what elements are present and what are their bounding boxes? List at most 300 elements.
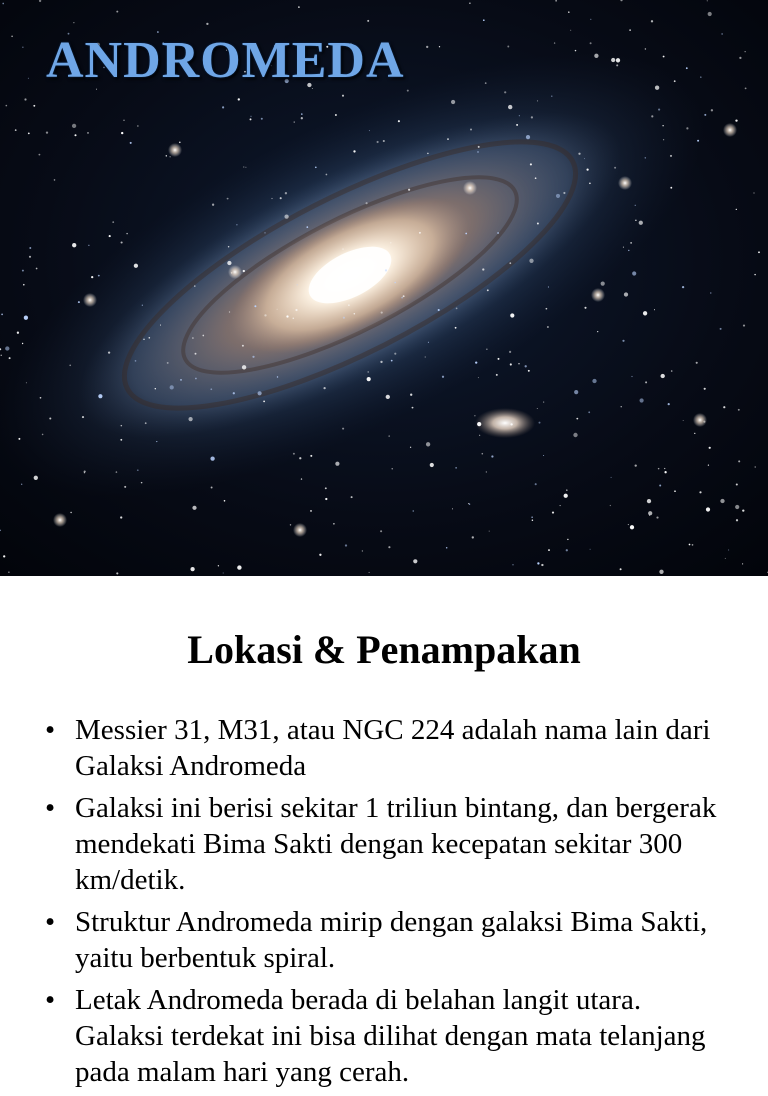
star [310, 510, 312, 512]
star [479, 435, 480, 436]
star [98, 394, 102, 398]
star [628, 250, 629, 251]
star [671, 370, 673, 372]
star [547, 326, 549, 328]
star [537, 223, 539, 225]
star [169, 156, 170, 157]
star [546, 308, 548, 310]
star [342, 95, 344, 97]
star [478, 146, 480, 148]
star [670, 187, 672, 189]
star [5, 346, 9, 350]
star [252, 356, 254, 358]
star [477, 422, 481, 426]
star [560, 505, 561, 506]
star [725, 558, 726, 559]
star [541, 564, 543, 566]
star [590, 19, 591, 20]
bright-star [293, 523, 307, 537]
star [22, 343, 23, 344]
star [123, 120, 124, 121]
star [489, 531, 490, 532]
star [584, 158, 585, 159]
star [109, 235, 111, 237]
star [610, 505, 611, 506]
star [426, 442, 430, 446]
star [742, 509, 744, 511]
star [368, 253, 370, 255]
slide-title: ANDROMEDA [46, 32, 405, 89]
bullet-text: Messier 31, M31, atau NGC 224 adalah nama lain dari Galaksi Andromeda [75, 714, 711, 782]
star [24, 316, 28, 320]
star [88, 245, 89, 246]
star [567, 539, 568, 540]
star [697, 140, 699, 142]
star [243, 270, 245, 272]
star [167, 362, 169, 364]
star [699, 491, 701, 493]
star [166, 155, 167, 156]
star [438, 309, 440, 311]
star [590, 42, 592, 44]
star [54, 179, 56, 181]
bullet-text: Galaksi ini berisi sekitar 1 triliun bintang, dan bergerak mendekati Bima Sakti dengan kecepatan sekitar 300 km/detik. [75, 792, 717, 896]
star [155, 388, 156, 389]
star [8, 572, 9, 573]
star [124, 486, 126, 488]
star [682, 286, 684, 288]
star [451, 100, 455, 104]
star [616, 64, 618, 66]
star [512, 564, 513, 565]
star [647, 499, 651, 503]
star [645, 48, 646, 49]
star [21, 484, 22, 485]
star [211, 487, 213, 489]
star [121, 425, 123, 427]
star [141, 482, 143, 484]
star [592, 379, 596, 383]
bright-star [53, 513, 67, 527]
star [491, 455, 493, 457]
star [335, 462, 339, 466]
star [478, 377, 479, 378]
star [254, 305, 256, 307]
star [510, 313, 514, 317]
star [42, 434, 44, 436]
star [578, 153, 580, 155]
star [674, 490, 676, 492]
star [49, 417, 51, 419]
star [611, 58, 615, 62]
star [694, 433, 695, 434]
star [301, 478, 302, 479]
star [46, 131, 48, 133]
star [383, 140, 385, 142]
star [238, 98, 240, 100]
star [723, 406, 725, 408]
star [156, 441, 157, 442]
star [130, 142, 132, 144]
star [143, 339, 144, 340]
star [452, 508, 453, 509]
star [212, 204, 214, 206]
star [721, 33, 722, 34]
star [410, 447, 411, 448]
star [69, 364, 71, 366]
star [11, 35, 13, 37]
star [195, 353, 197, 355]
star [87, 132, 89, 134]
star [439, 46, 440, 47]
star [525, 365, 527, 367]
star [601, 282, 605, 286]
star [664, 468, 665, 469]
star [643, 311, 647, 315]
star [70, 512, 71, 513]
star [465, 233, 467, 235]
star [23, 284, 25, 286]
star [299, 457, 301, 459]
star [552, 512, 554, 514]
star [22, 270, 24, 272]
star [145, 422, 147, 424]
star [342, 428, 344, 430]
star [590, 549, 591, 550]
star [233, 392, 235, 394]
star [33, 105, 35, 107]
star [551, 96, 552, 97]
star [306, 226, 308, 228]
star [656, 517, 658, 519]
star [29, 256, 31, 258]
star [663, 56, 665, 58]
star [611, 477, 612, 478]
star [683, 420, 684, 421]
star [326, 174, 328, 176]
star [323, 297, 324, 298]
star [137, 125, 138, 126]
star [496, 374, 498, 376]
star [554, 42, 555, 43]
star [720, 328, 722, 330]
star [72, 243, 76, 247]
star [222, 106, 224, 108]
star [335, 114, 337, 116]
star [206, 23, 208, 25]
star [668, 403, 670, 405]
star [366, 202, 368, 204]
star [430, 463, 434, 467]
star [236, 224, 237, 225]
star [659, 485, 661, 487]
star [380, 530, 382, 532]
star [472, 536, 474, 538]
star [91, 276, 93, 278]
star [594, 54, 598, 58]
star [504, 91, 506, 93]
star [629, 29, 631, 31]
star [40, 397, 42, 399]
star [589, 182, 591, 184]
star [26, 382, 27, 383]
star [192, 337, 194, 339]
star [758, 251, 760, 253]
bullet-list [0, 712, 768, 1096]
star [188, 417, 192, 421]
star [526, 135, 530, 139]
star [535, 483, 537, 485]
star [708, 465, 709, 466]
star [280, 197, 282, 199]
list-item [0, 712, 768, 784]
star [391, 360, 393, 362]
star [651, 20, 653, 22]
star [180, 379, 182, 381]
star [664, 471, 666, 473]
star [736, 483, 738, 485]
star [17, 332, 19, 334]
star [709, 447, 711, 449]
star [486, 349, 487, 350]
star [3, 555, 5, 557]
star [711, 109, 713, 111]
star [614, 167, 616, 169]
star [142, 305, 143, 306]
star [419, 232, 421, 234]
star [754, 274, 755, 275]
star [312, 285, 314, 287]
star [425, 356, 426, 357]
star [662, 125, 663, 126]
star [658, 468, 660, 470]
star [507, 46, 509, 48]
star [742, 563, 743, 564]
star [519, 115, 520, 116]
star [426, 46, 428, 48]
star [229, 311, 230, 312]
star [651, 115, 653, 117]
star [264, 314, 266, 316]
star [597, 331, 598, 332]
star [348, 304, 349, 305]
star [224, 500, 226, 502]
star [566, 489, 568, 491]
star [446, 547, 448, 549]
star [394, 282, 396, 284]
star [530, 163, 532, 165]
star [410, 394, 412, 396]
list-item [0, 904, 768, 976]
star [22, 47, 23, 48]
bullet-text: Struktur Andromeda mirip dengan galaksi Bima Sakti, yaitu berbentuk spiral. [75, 906, 708, 974]
star [277, 376, 278, 377]
star [380, 361, 382, 363]
star [98, 275, 100, 277]
star [528, 370, 530, 372]
star [290, 524, 291, 525]
star [728, 549, 729, 550]
star [192, 506, 196, 510]
star [469, 3, 470, 4]
star [325, 498, 327, 500]
star [149, 337, 151, 339]
star [325, 487, 327, 489]
star [539, 422, 541, 424]
star [455, 327, 457, 329]
star [659, 570, 663, 574]
star [654, 309, 655, 310]
star [29, 247, 31, 249]
bullet-point: • [45, 906, 56, 938]
bright-star [723, 123, 737, 137]
star [6, 105, 8, 107]
star [755, 466, 756, 467]
star [294, 122, 295, 123]
star [532, 520, 533, 521]
star [297, 284, 298, 285]
star [745, 51, 746, 52]
star [345, 544, 347, 546]
star [548, 286, 549, 287]
star [298, 6, 300, 8]
star [658, 109, 660, 111]
star [116, 471, 118, 473]
star [518, 363, 519, 364]
star [412, 407, 414, 409]
bright-star [591, 288, 605, 302]
star [385, 269, 387, 271]
star [367, 371, 368, 372]
star [483, 19, 485, 21]
star [635, 220, 636, 221]
star [28, 133, 30, 135]
star [649, 515, 650, 516]
star [745, 87, 747, 89]
star [264, 232, 265, 233]
star [516, 124, 518, 126]
star [202, 335, 204, 337]
star [427, 153, 429, 155]
star [616, 58, 620, 62]
star [570, 30, 571, 31]
star [319, 554, 321, 556]
star [323, 387, 325, 389]
star [377, 141, 379, 143]
bright-star [228, 265, 242, 279]
star [116, 572, 118, 574]
star [78, 301, 80, 303]
star [121, 132, 123, 134]
star [630, 525, 634, 529]
star [564, 494, 568, 498]
star [743, 325, 745, 327]
star [354, 313, 355, 314]
star [509, 351, 511, 353]
star [271, 198, 272, 199]
star [508, 105, 512, 109]
star [243, 166, 244, 167]
star [735, 119, 737, 121]
star [108, 351, 110, 353]
star [510, 423, 512, 425]
star [574, 390, 578, 394]
star [134, 264, 138, 268]
star [170, 385, 174, 389]
star [456, 308, 458, 310]
star [413, 559, 417, 563]
star [301, 113, 303, 115]
star [210, 456, 214, 460]
star [277, 309, 278, 310]
star [228, 246, 229, 247]
star [160, 325, 161, 326]
bullet-point: • [45, 984, 56, 1016]
star [2, 3, 4, 5]
bright-star [168, 143, 182, 157]
star [487, 289, 489, 291]
star [84, 471, 86, 473]
star [194, 285, 195, 286]
slide-heading: Lokasi & Penampakan [187, 627, 581, 672]
star [333, 523, 335, 525]
star [736, 209, 737, 210]
star [1, 314, 3, 316]
star [447, 138, 449, 140]
star [704, 388, 706, 390]
star [190, 567, 194, 571]
star [403, 295, 405, 297]
bright-star [693, 413, 707, 427]
star [126, 233, 127, 234]
star [390, 242, 391, 243]
star [120, 516, 122, 518]
star [584, 307, 586, 309]
star [482, 453, 484, 455]
star [36, 268, 38, 270]
star [218, 565, 219, 566]
star [704, 114, 706, 116]
star [710, 292, 711, 293]
star [510, 363, 512, 365]
star [535, 177, 537, 179]
star [566, 549, 568, 551]
star [670, 155, 672, 157]
star [509, 262, 511, 264]
star [137, 469, 139, 471]
star [112, 221, 114, 223]
star [498, 358, 500, 360]
star [706, 507, 710, 511]
star [381, 312, 383, 314]
star [210, 388, 212, 390]
bullet-point: • [45, 792, 56, 824]
star [9, 357, 11, 359]
star [753, 192, 754, 193]
star [575, 50, 576, 51]
star [24, 98, 26, 100]
star [315, 166, 317, 168]
star [285, 192, 287, 194]
star [369, 130, 370, 131]
star [34, 476, 38, 480]
star [537, 562, 539, 564]
list-item [0, 790, 768, 898]
star [74, 134, 76, 136]
star [555, 0, 557, 2]
star [686, 127, 688, 129]
star [227, 198, 229, 200]
